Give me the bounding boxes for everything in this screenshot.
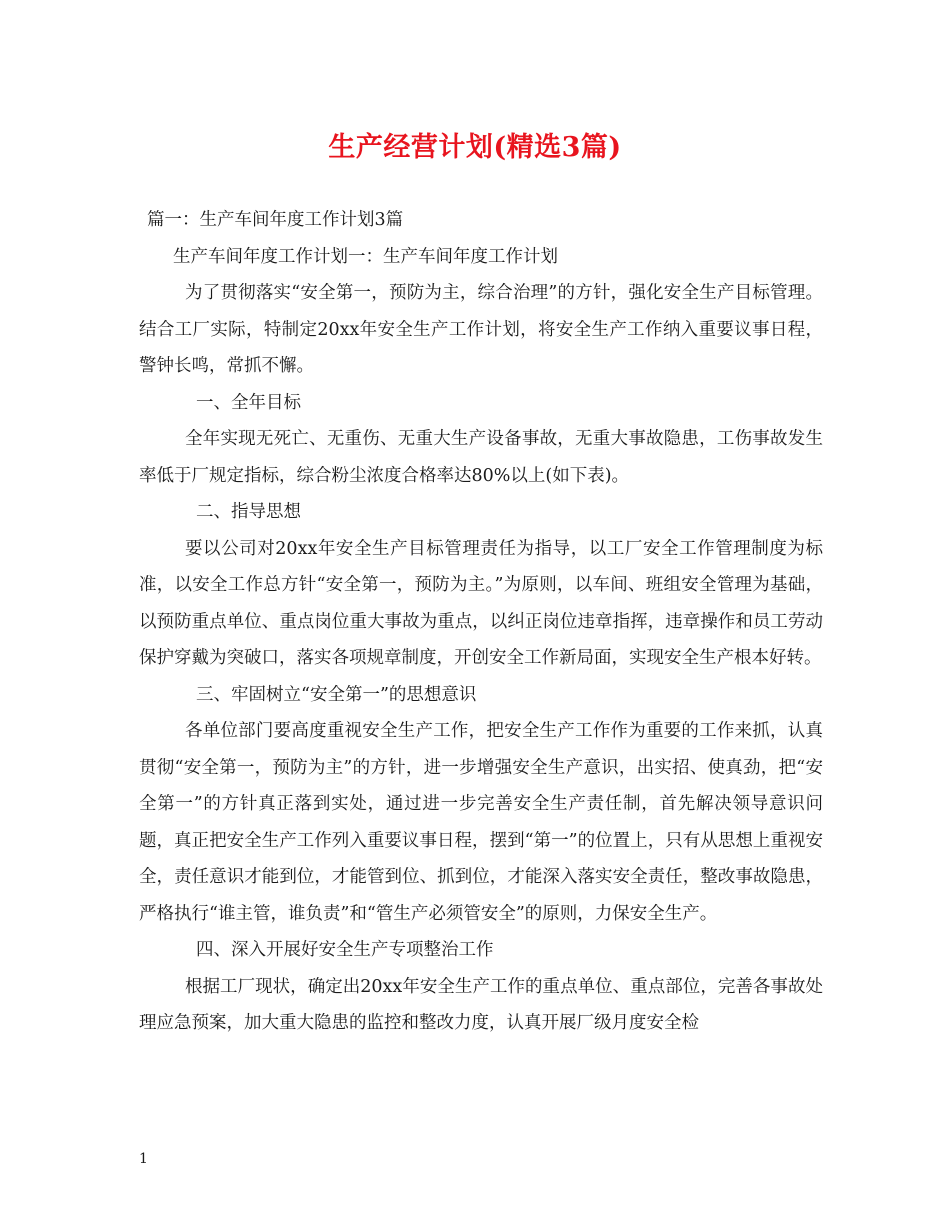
document-title: 生产经营计划(精选3篇) bbox=[328, 132, 622, 163]
document-body bbox=[139, 202, 823, 1042]
paragraph-special-rectification: 根据工厂现状，确定出20xx年安全生产工作的重点单位、重点部位，完善各事故处理应急预案，加大重大隐患的监控和整改力度，认真开展厂级月度安全检 bbox=[139, 976, 823, 1033]
heading-annual-goal: 一、全年目标 bbox=[196, 392, 301, 413]
heading-guiding-idea: 二、指导思想 bbox=[196, 502, 301, 522]
paragraph-safety-first: 各单位部门要高度重视安全生产工作，把安全生产工作作为重要的工作来抓，认真贯彻“安全第一，预防为主”的方针，进一步增强安全生产意识，出实招、使真劲，把“安全第一”的方针真正落到实处，通过进一步完善安全生产责任制，首先解决领导意识问题，真正把安全生产工作列入重要议事日程，摆到“第一”的位置上，只有从思想上重视安全，责任意识才能到位，才能管到位、抓到位，才能深入落实安全责任，整改事故隐患，严格执行“谁主管，谁负责”和“管生产必须管安全”的原则，力保安全生产。 bbox=[139, 721, 823, 924]
intro-paragraph: 为了贯彻落实“安全第一，预防为主，综合治理”的方针，强化安全生产目标管理。结合工厂实际，特制定20xx年安全生产工作计划，将安全生产工作纳入重要议事日程，警钟长鸣，常抓不懈。 bbox=[139, 283, 823, 376]
subsection-title: 生产车间年度工作计划一：生产车间年度工作计划 bbox=[173, 246, 558, 267]
paragraph-annual-goal: 全年实现无死亡、无重伤、无重大生产设备事故，无重大事故隐患，工伤事故发生率低于厂规定指标，综合粉尘浓度合格率达80%以上(如下表)。 bbox=[139, 429, 823, 486]
paragraph-guiding-idea: 要以公司对20xx年安全生产目标管理责任为指导，以工厂安全工作管理制度为标准，以安全工作总方针“安全第一，预防为主。”为原则，以车间、班组安全管理为基础，以预防重点单位、重点岗位重大事故为重点，以纠正岗位违章指挥，违章操作和员工劳动保护穿戴为突破口，落实各项规章制度，开创安全工作新局面，实现安全生产根本好转。 bbox=[139, 538, 823, 668]
section-title: 篇一：生产车间年度工作计划3篇 bbox=[147, 210, 404, 230]
heading-safety-first: 三、牢固树立“安全第一”的思想意识 bbox=[196, 684, 477, 705]
heading-special-rectification: 四、深入开展好安全生产专项整治工作 bbox=[196, 940, 494, 960]
page-number: 1 bbox=[139, 1151, 148, 1167]
